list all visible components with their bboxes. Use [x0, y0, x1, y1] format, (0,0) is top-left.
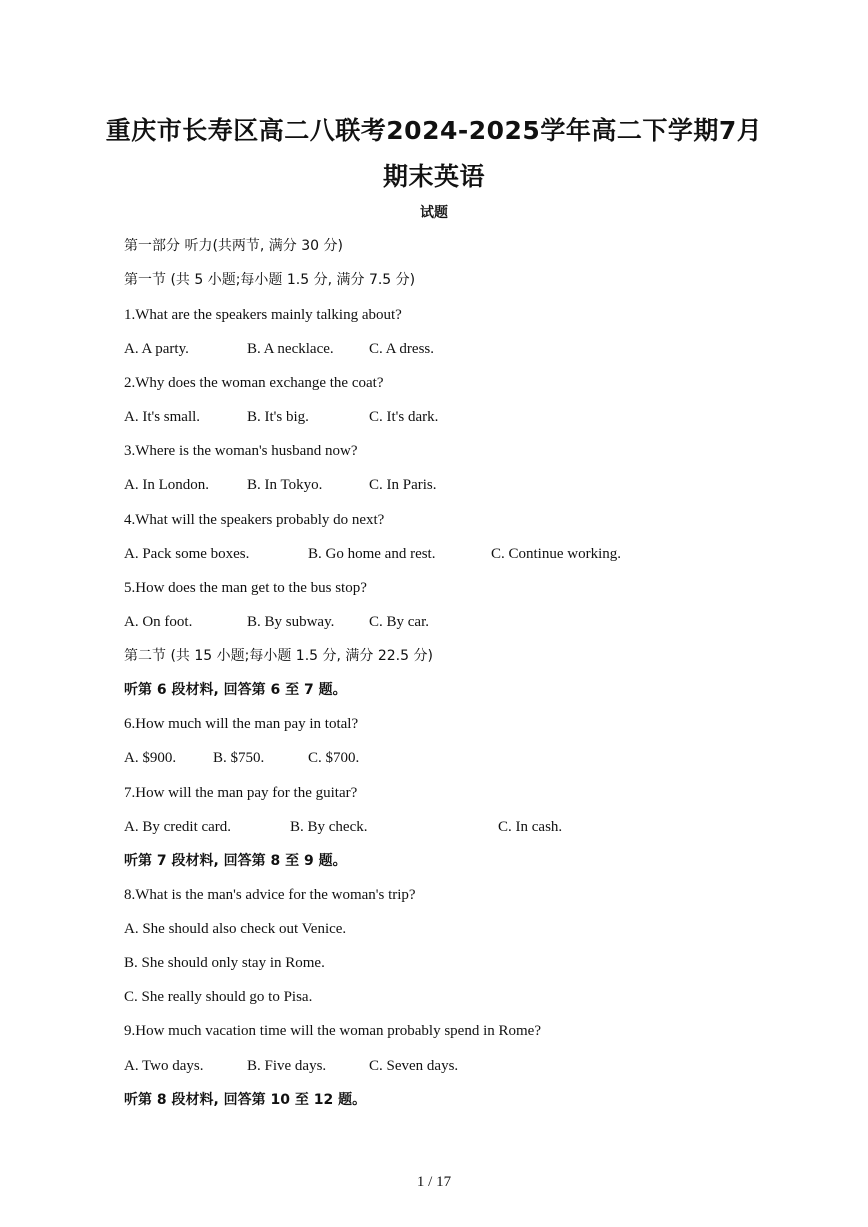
page-number: 1 / 17: [416, 1174, 452, 1190]
instruction-passage-6: 听第 6 段材料, 回答第 6 至 7 题。: [124, 682, 347, 698]
option-a: A. Two days.: [124, 1058, 204, 1074]
option-b: B. In Tokyo.: [247, 477, 323, 493]
question-2: 2.Why does the woman exchange the coat?: [124, 375, 384, 391]
option-c: C. A dress.: [369, 341, 435, 357]
option-c: C. Seven days.: [369, 1058, 459, 1074]
option-b: B. Go home and rest.: [308, 546, 436, 562]
option-a: A. $900.: [124, 750, 177, 766]
question-5: 5.How does the man get to the bus stop?: [124, 580, 367, 596]
question-9: 9.How much vacation time will the woman probably spend in Rome?: [124, 1023, 541, 1039]
document-subtitle: 试题: [420, 205, 448, 221]
question-8-option-a: A. She should also check out Venice.: [124, 921, 347, 937]
option-b: B. It's big.: [247, 409, 309, 425]
option-a: A. A party.: [124, 341, 189, 357]
question-8-option-b: B. She should only stay in Rome.: [124, 955, 325, 971]
document-title-line1: 重庆市长寿区高二八联考2024-2025学年高二下学期7月: [105, 116, 763, 145]
option-a: A. By credit card.: [124, 819, 232, 835]
option-a: A. It's small.: [124, 409, 201, 425]
document-title-line2: 期末英语: [382, 162, 485, 191]
question-7: 7.How will the man pay for the guitar?: [124, 785, 358, 801]
option-b: B. Five days.: [247, 1058, 327, 1074]
question-3: 3.Where is the woman's husband now?: [124, 443, 358, 459]
option-a: A. In London.: [124, 477, 209, 493]
instruction-passage-8: 听第 8 段材料, 回答第 10 至 12 题。: [124, 1092, 367, 1108]
part1-heading: 第一部分 听力(共两节, 满分 30 分): [124, 238, 343, 254]
instruction-passage-7: 听第 7 段材料, 回答第 8 至 9 题。: [124, 853, 347, 869]
option-c: C. In cash.: [498, 819, 563, 835]
option-a: A. Pack some boxes.: [124, 546, 250, 562]
option-c: C. $700.: [308, 750, 360, 766]
section2-heading: 第二节 (共 15 小题;每小题 1.5 分, 满分 22.5 分): [124, 648, 433, 664]
question-8: 8.What is the man's advice for the woman's trip?: [124, 887, 416, 903]
option-b: B. $750.: [213, 750, 265, 766]
question-8-option-c: C. She really should go to Pisa.: [124, 989, 313, 1005]
section1-heading: 第一节 (共 5 小题;每小题 1.5 分, 满分 7.5 分): [124, 272, 416, 288]
question-1: 1.What are the speakers mainly talking about?: [124, 307, 402, 323]
option-c: C. In Paris.: [369, 477, 437, 493]
option-c: C. Continue working.: [491, 546, 621, 562]
option-b: B. By check.: [290, 819, 368, 835]
question-4: 4.What will the speakers probably do next?: [124, 512, 385, 528]
option-c: C. It's dark.: [369, 409, 439, 425]
option-b: B. A necklace.: [247, 341, 334, 357]
question-6: 6.How much will the man pay in total?: [124, 716, 359, 732]
option-a: A. On foot.: [124, 614, 193, 630]
option-b: B. By subway.: [247, 614, 335, 630]
option-c: C. By car.: [369, 614, 429, 630]
